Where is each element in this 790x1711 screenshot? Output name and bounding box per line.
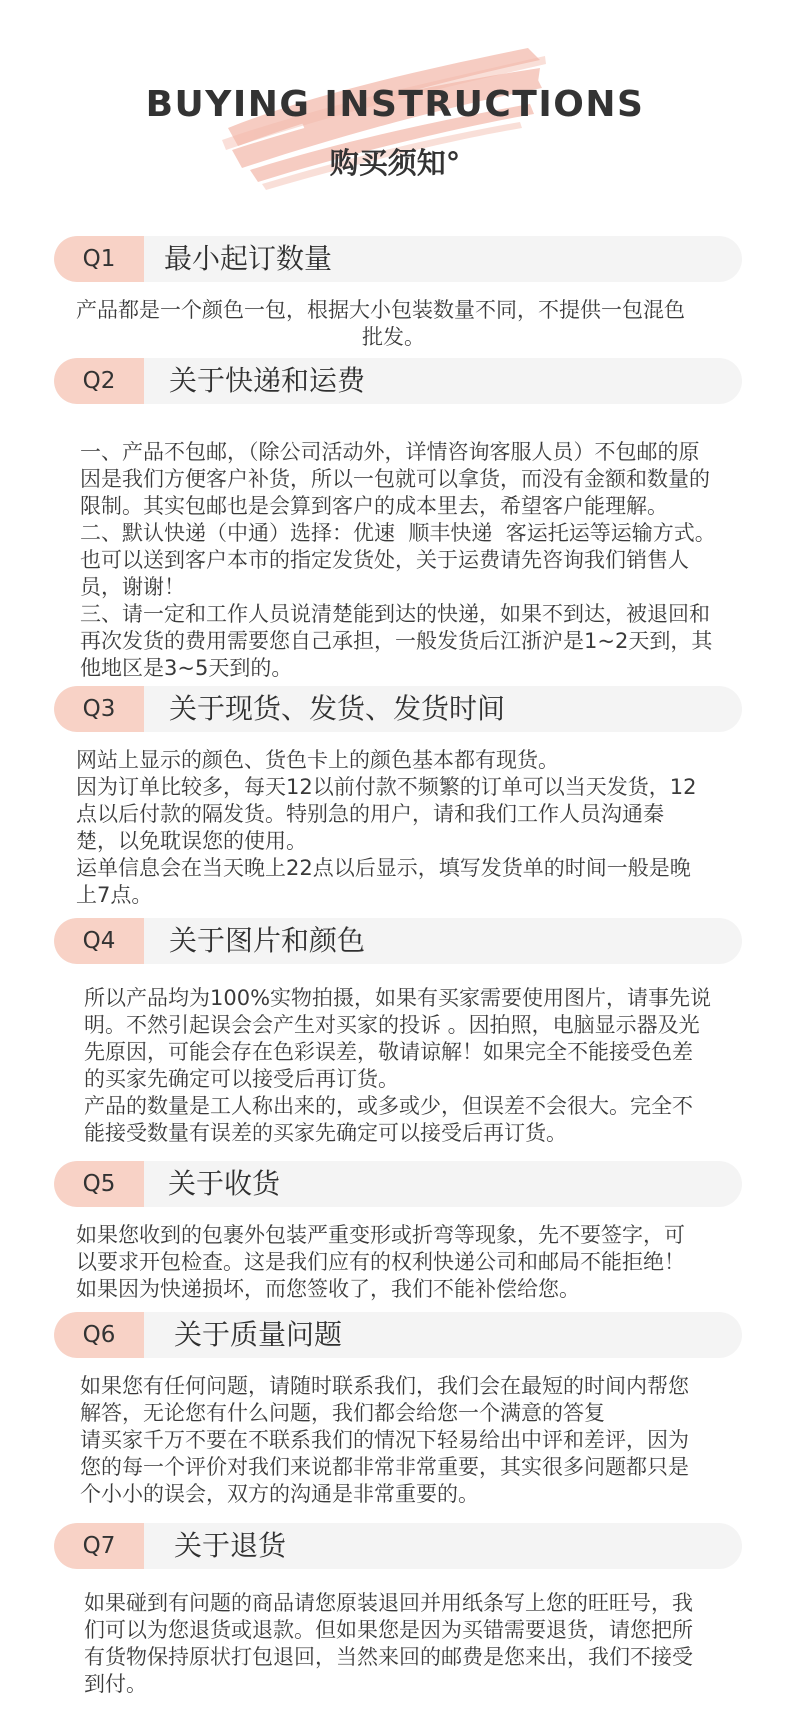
body-line: 点以后付款的隔发货。特别急的用户，请和我们工作人员沟通秦 — [76, 802, 664, 826]
section-body-q2 — [80, 439, 716, 682]
body-line: 他地区是3~5天到的。 — [80, 656, 293, 680]
body-line: 解答，无论您有什么问题，我们都会给您一个满意的答复 — [80, 1401, 605, 1425]
body-line: 们可以为您退货或退款。但如果您是因为买错需要退货，请您把所 — [84, 1618, 693, 1642]
body-line: 运单信息会在当天晚上22点以后显示，填写发货单的时间一般是晚 — [76, 856, 691, 880]
body-line: 批发。 — [362, 325, 425, 349]
section-header-q2 — [54, 358, 742, 404]
section-body-q4 — [84, 985, 711, 1147]
question-number-badge: Q1 — [54, 236, 144, 282]
body-line: 以要求开包检查。这是我们应有的权利快递公司和邮局不能拒绝！ — [76, 1250, 685, 1274]
page-title: BUYING INSTRUCTIONS — [145, 84, 645, 125]
section-body-q3 — [76, 747, 696, 909]
section-body-q6 — [80, 1373, 689, 1508]
body-line: 个小小的误会，双方的沟通是非常重要的。 — [80, 1482, 479, 1506]
section-title: 关于现货、发货、发货时间 — [169, 692, 506, 725]
body-line: 所以产品均为100%实物拍摄，如果有买家需要使用图片，请事先说 — [84, 986, 712, 1010]
page-header — [0, 0, 790, 200]
body-line: 限制。其实包邮也是会算到客户的成本里去，希望客户能理解。 — [80, 494, 668, 518]
body-line: 上7点。 — [76, 883, 153, 907]
section-header-q1 — [54, 236, 742, 282]
body-line: 二、默认快递（中通）选择：优速 顺丰快递 客运托运等运输方式。 — [80, 521, 716, 545]
question-number-badge: Q4 — [54, 918, 144, 964]
body-line: 如果您收到的包裹外包装严重变形或折弯等现象，先不要签字，可 — [76, 1223, 685, 1247]
body-line: 再次发货的费用需要您自己承担，一般发货后江浙沪是1~2天到，其 — [80, 629, 713, 653]
question-number-badge: Q5 — [54, 1161, 144, 1207]
section-title: 关于收货 — [168, 1167, 281, 1200]
body-line: 您的每一个评价对我们来说都非常非常重要，其实很多问题都只是 — [80, 1455, 689, 1479]
body-line: 如果因为快递损坏，而您签收了，我们不能补偿给您。 — [76, 1277, 580, 1301]
body-line: 因为订单比较多，每天12以前付款不频繁的订单可以当天发货，12 — [76, 775, 697, 799]
section-title: 关于图片和颜色 — [169, 924, 366, 957]
body-line: 也可以送到客户本市的指定发货处，关于运费请先咨询我们销售人 — [80, 548, 689, 572]
body-line: 产品都是一个颜色一包，根据大小包装数量不同，不提供一包混色 — [76, 298, 685, 322]
section-body-q7 — [84, 1590, 693, 1698]
section-header-q3 — [54, 686, 742, 732]
section-title: 关于退货 — [174, 1529, 287, 1562]
body-line: 网站上显示的颜色、货色卡上的颜色基本都有现货。 — [76, 748, 559, 772]
section-title: 关于质量问题 — [174, 1318, 343, 1351]
body-line: 一、产品不包邮，（除公司活动外，详情咨询客服人员）不包邮的原 — [80, 440, 700, 464]
body-line: 请买家千万不要在不联系我们的情况下轻易给出中评和差评，因为 — [80, 1428, 689, 1452]
body-line: 三、请一定和工作人员说清楚能到达的快递，如果不到达，被退回和 — [80, 602, 710, 626]
body-line: 员，谢谢！ — [80, 575, 185, 599]
body-line: 先原因，可能会存在色彩误差，敬请谅解！如果完全不能接受色差 — [84, 1040, 693, 1064]
body-line: 楚，以免耽误您的使用。 — [76, 829, 307, 853]
section-header-q7 — [54, 1523, 742, 1569]
body-line: 到付。 — [84, 1672, 147, 1696]
question-number-badge: Q2 — [54, 358, 144, 404]
page-subtitle: 购买须知° — [329, 146, 461, 180]
section-header-q5 — [54, 1161, 742, 1207]
question-number-badge: Q6 — [54, 1312, 144, 1358]
section-body-q5 — [76, 1222, 685, 1303]
body-line: 因是我们方便客户补货，所以一包就可以拿货，而没有金额和数量的 — [80, 467, 710, 491]
section-body-q1 — [76, 297, 685, 351]
question-number-badge: Q3 — [54, 686, 144, 732]
body-line: 的买家先确定可以接受后再订货。 — [84, 1067, 399, 1091]
body-line: 明。不然引起误会会产生对买家的投诉 。因拍照，电脑显示器及光 — [84, 1013, 700, 1037]
body-line: 如果您有任何问题，请随时联系我们，我们会在最短的时间内帮您 — [80, 1374, 689, 1398]
question-number-badge: Q7 — [54, 1523, 144, 1569]
body-line: 有货物保持原状打包退回，当然来回的邮费是您来出，我们不接受 — [84, 1645, 693, 1669]
body-line: 如果碰到有问题的商品请您原装退回并用纸条写上您的旺旺号，我 — [84, 1591, 693, 1615]
section-title: 最小起订数量 — [164, 242, 333, 275]
body-line: 产品的数量是工人称出来的，或多或少，但误差不会很大。完全不 — [84, 1094, 693, 1118]
body-line: 能接受数量有误差的买家先确定可以接受后再订货。 — [84, 1121, 567, 1145]
section-title: 关于快递和运费 — [169, 364, 366, 397]
section-header-q6 — [54, 1312, 742, 1358]
section-header-q4 — [54, 918, 742, 964]
